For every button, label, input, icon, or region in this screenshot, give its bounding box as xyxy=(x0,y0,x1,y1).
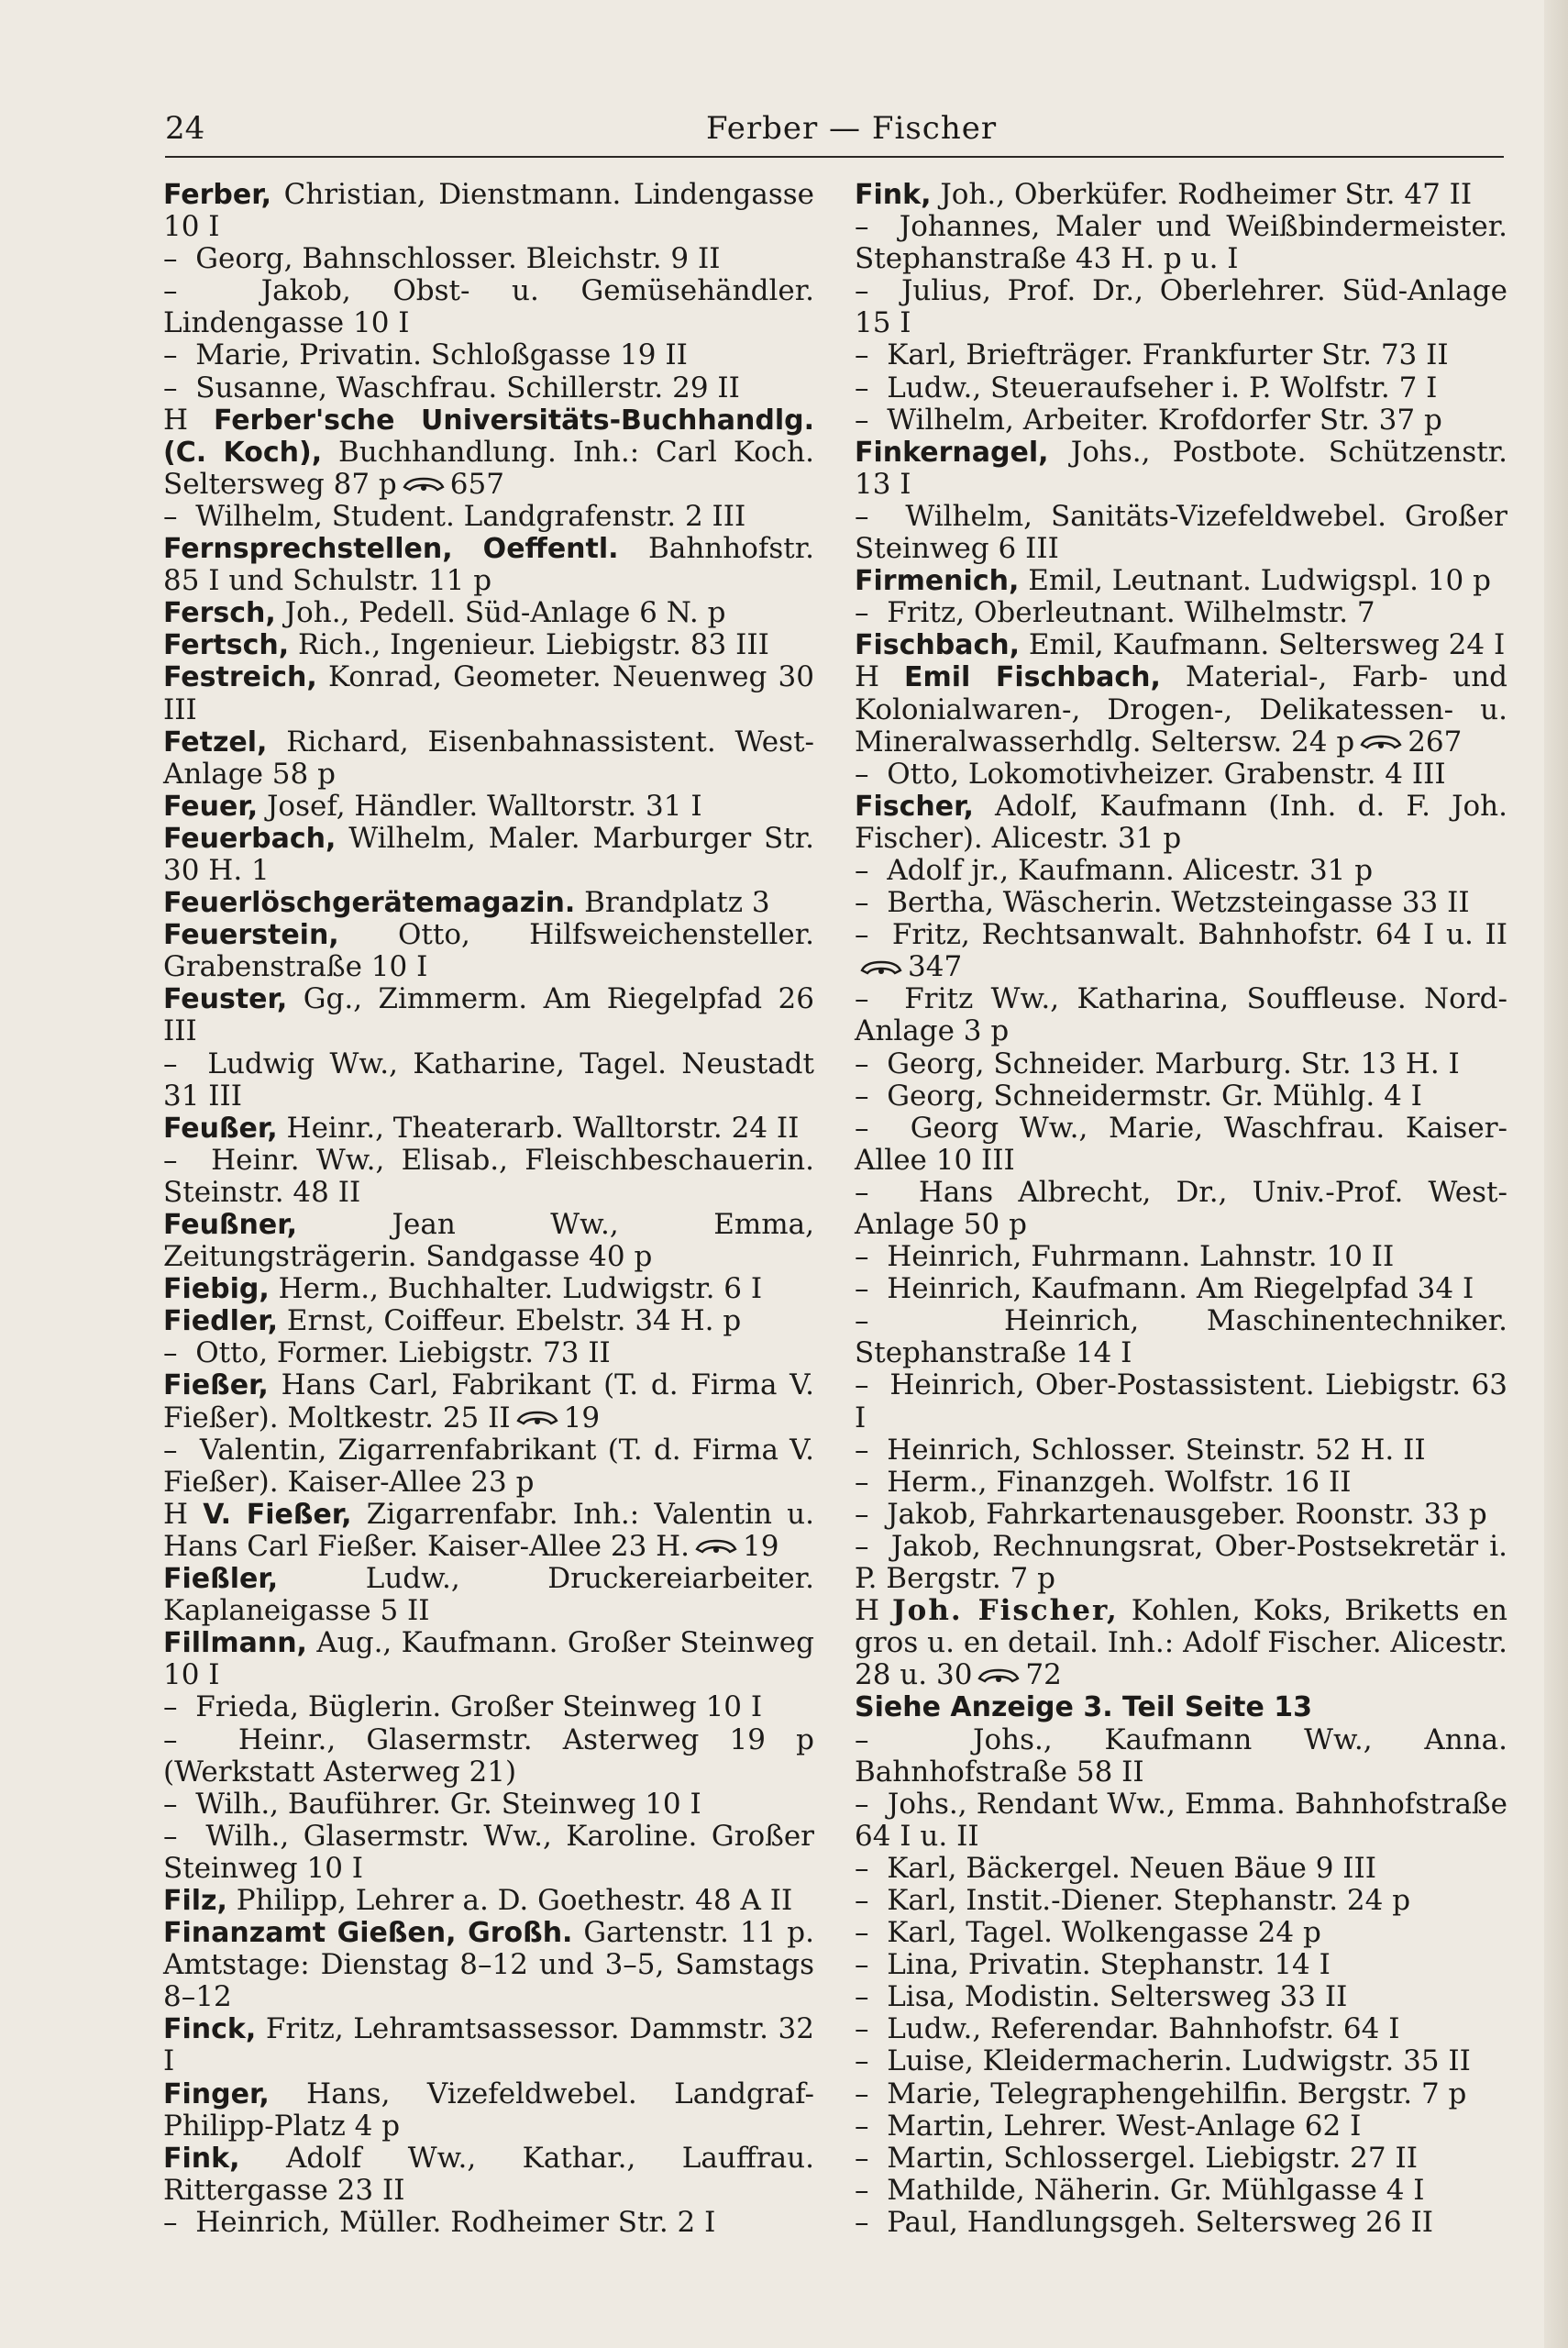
entry-details: Bertha, Wäscherin. Wetzsteingasse 33 II xyxy=(887,886,1470,920)
entry-details: Paul, Handlungsgeh. Seltersweg 26 II xyxy=(887,2205,1433,2239)
directory-entry xyxy=(163,726,814,791)
directory-entry xyxy=(855,1853,1507,1885)
directory-entry xyxy=(855,2078,1507,2110)
entry-details: Otto, Former. Liebigstr. 73 II xyxy=(195,1336,611,1370)
entry-details: Johannes, Maler und Weißbindermeister. Stephanstraße 43 H. p u. I xyxy=(855,210,1507,276)
directory-entry xyxy=(163,1627,814,1691)
telephone-icon xyxy=(516,1410,558,1428)
entry-details: Gg., Zimmerm. Am Riegelpfad 26 III xyxy=(163,982,814,1048)
ditto-dash: – xyxy=(855,1851,869,1885)
entry-name: Feuer, xyxy=(163,790,259,823)
ditto-dash: – xyxy=(855,1240,869,1274)
directory-entry xyxy=(163,1821,814,1885)
page-edge-shadow xyxy=(1544,0,1568,2348)
phone-number: 657 xyxy=(449,467,504,501)
entry-name: Festreich, xyxy=(163,661,317,694)
entry-name: Firmenich, xyxy=(855,565,1020,598)
entry-details: Heinrich, Kaufmann. Am Riegelpfad 34 I xyxy=(887,1272,1474,1306)
entry-details: Konrad, Geometer. Neuenweg 30 III xyxy=(163,660,814,726)
directory-entry xyxy=(855,1949,1507,1981)
ditto-dash: – xyxy=(163,1722,178,1756)
entry-details: Heinr., Theaterarb. Walltorstr. 24 II xyxy=(277,1111,800,1145)
ditto-dash: – xyxy=(855,1980,869,2014)
directory-entry xyxy=(855,1434,1507,1467)
directory-entry xyxy=(855,919,1507,983)
running-title: Ferber — Fischer xyxy=(706,110,998,147)
directory-entry xyxy=(855,1595,1507,1723)
directory-entry xyxy=(855,661,1507,758)
entry-details: Christian, Dienstmann. Lindengasse 10 I xyxy=(163,178,814,244)
directory-entry xyxy=(163,1369,814,1434)
entry-details: Jakob, Fahrkartenausgeber. Roonstr. 33 p xyxy=(887,1497,1487,1531)
entry-details: Johs., Kaufmann Ww., Anna. Bahnhofstraße 58 II xyxy=(855,1722,1507,1789)
entry-name: Fischbach, xyxy=(855,629,1021,662)
directory-entry xyxy=(163,661,814,725)
entry-name: V. Fießer, xyxy=(203,1498,352,1531)
ditto-dash: – xyxy=(855,1529,869,1563)
directory-entry xyxy=(163,2078,814,2143)
entry-name: Finck, xyxy=(163,2013,257,2046)
header-rule xyxy=(165,156,1504,158)
entry-details: Herm., Finanzgeh. Wolfstr. 16 II xyxy=(887,1465,1352,1499)
directory-entry xyxy=(163,1434,814,1499)
left-column xyxy=(163,179,814,2239)
ditto-dash: – xyxy=(855,853,869,887)
entry-details: Otto, Lokomotivheizer. Grabenstr. 4 III xyxy=(887,757,1446,791)
directory-entry xyxy=(855,855,1507,887)
entry-details: Herm., Buchhalter. Ludwigstr. 6 I xyxy=(269,1272,763,1306)
entry-details: Joh., Oberküfer. Rodheimer Str. 47 II xyxy=(931,178,1473,211)
directory-entry xyxy=(855,2175,1507,2207)
entry-details: Karl, Instit.-Diener. Stephanstr. 24 p xyxy=(887,1883,1411,1917)
directory-entry xyxy=(855,1080,1507,1113)
directory-entry xyxy=(855,1499,1507,1531)
entry-details: Zigarrenfabr. Inh.: Valentin u. Hans Carl Fießer. Kaiser-Allee 23 H. xyxy=(163,1497,814,1563)
ditto-dash: – xyxy=(163,1336,178,1370)
telephone-icon xyxy=(977,1667,1020,1686)
directory-entry xyxy=(855,791,1507,855)
entry-details: Ernst, Coiffeur. Ebelstr. 34 H. p xyxy=(278,1304,742,1338)
ditto-dash: – xyxy=(855,1368,869,1402)
entry-details: Heinrich, Maschinentechniker. Stephanstraße 14 I xyxy=(855,1304,1507,1370)
directory-entry xyxy=(855,1885,1507,1917)
directory-entry xyxy=(855,404,1507,437)
entry-name: Ferber, xyxy=(163,179,272,211)
ditto-dash: – xyxy=(855,2141,869,2175)
entry-name: Fertsch, xyxy=(163,629,290,662)
directory-entry xyxy=(163,372,814,404)
ditto-dash: – xyxy=(855,1465,869,1499)
entry-details: Philipp, Lehrer a. D. Goethestr. 48 A II xyxy=(226,1883,793,1917)
directory-entry xyxy=(855,1048,1507,1080)
entry-details: Georg, Schneidermstr. Gr. Mühlg. 4 I xyxy=(887,1079,1422,1113)
entry-name: Feußner, xyxy=(163,1209,298,1241)
entry-details: Richard, Eisenbahnassistent. West-Anlage 58 p xyxy=(163,725,814,791)
entry-details: Georg Ww., Marie, Waschfrau. Kaiser-Allee 10 III xyxy=(855,1111,1507,1177)
entry-details: Buchhandlung. Inh.: Carl Koch. Seltersweg 87 p xyxy=(163,435,814,501)
ditto-dash: – xyxy=(163,499,178,533)
ditto-dash: – xyxy=(855,1433,869,1467)
entry-details: Joh., Pedell. Süd-Anlage 6 N. p xyxy=(275,596,726,630)
entry-details: Wilhelm, Sanitäts-Vizefeldwebel. Großer Steinweg 6 III xyxy=(855,499,1507,566)
directory-entry xyxy=(163,823,814,887)
entry-details: Jakob, Rechnungsrat, Ober-Postsekretär i. P. Bergstr. 7 p xyxy=(855,1529,1507,1596)
ditto-dash: – xyxy=(163,1690,178,1724)
directory-entry xyxy=(855,2207,1507,2239)
ditto-dash: – xyxy=(855,403,869,437)
ditto-dash: – xyxy=(855,596,869,630)
telephone-icon xyxy=(403,476,445,494)
ditto-dash: – xyxy=(855,1722,869,1756)
ditto-dash: – xyxy=(855,1079,869,1113)
directory-entry xyxy=(163,339,814,371)
entry-name: Feuerbach, xyxy=(163,822,337,855)
entry-details: Adolf, Kaufmann (Inh. d. F. Joh. Fischer). Alicestr. 31 p xyxy=(855,789,1507,855)
directory-entry xyxy=(855,339,1507,371)
entry-details: Material-, Farb- und Kolonialwaren-, Drogen-, Delikatessen- u. Mineralwasserhdlg. Seltersw. 24 p xyxy=(855,660,1508,759)
ditto-dash: – xyxy=(855,1948,869,1982)
entry-details: Valentin, Zigarrenfabrikant (T. d. Firma V. Fießer). Kaiser-Allee 23 p xyxy=(163,1433,814,1499)
ditto-dash: – xyxy=(855,2044,869,2078)
ditto-dash: – xyxy=(855,1497,869,1531)
entry-details: Johs., Rendant Ww., Emma. Bahnhofstraße 64 I u. II xyxy=(855,1787,1507,1853)
directory-entry xyxy=(855,372,1507,404)
directory-entry xyxy=(855,179,1507,211)
entry-name: Fersch, xyxy=(163,597,276,630)
entry-details: Bahnhofstr. 85 I und Schulstr. 11 p xyxy=(163,532,814,598)
entry-details: Adolf Ww., Kathar., Lauffrau. Rittergasse 23 II xyxy=(163,2141,814,2207)
entry-name: Feuerlöschgerätemagazin. xyxy=(163,887,576,920)
entry-details: Gartenstr. 11 p. Amtstage: Dienstag 8–12 und 3–5, Samstags 8–12 xyxy=(163,1916,814,2014)
entry-name: Fink, xyxy=(855,179,932,211)
directory-entry xyxy=(855,1917,1507,1949)
directory-entry xyxy=(855,1241,1507,1273)
entry-details: Frieda, Büglerin. Großer Steinweg 10 I xyxy=(195,1690,763,1724)
directory-entry xyxy=(163,1789,814,1821)
entry-details: Fritz Ww., Katharina, Souffleuse. Nord-Anlage 3 p xyxy=(855,982,1507,1048)
entry-details: Ludw., Referendar. Bahnhofstr. 64 I xyxy=(887,2012,1400,2046)
entry-details: Hans Carl, Fabrikant (T. d. Firma V. Fießer). Moltkestr. 25 II xyxy=(163,1368,814,1434)
entry-details: Johs., Postbote. Schützenstr. 13 I xyxy=(855,435,1507,501)
entry-details: Heinrich, Schlosser. Steinstr. 52 H. II xyxy=(887,1433,1426,1467)
directory-entry xyxy=(855,887,1507,919)
ditto-dash: – xyxy=(163,338,178,372)
directory-entry xyxy=(855,1177,1507,1241)
entry-details: Susanne, Waschfrau. Schillerstr. 29 II xyxy=(195,371,740,404)
directory-entry xyxy=(855,1369,1507,1434)
ditto-dash: – xyxy=(855,2109,869,2143)
ditto-dash: – xyxy=(855,1111,869,1145)
entry-details: Fritz, Oberleutnant. Wilhelmstr. 7 xyxy=(887,596,1375,630)
business-marker: H xyxy=(855,1594,880,1628)
ditto-dash: – xyxy=(855,499,869,533)
ditto-dash: – xyxy=(163,2205,178,2239)
entry-details: Emil, Kaufmann. Seltersweg 24 I xyxy=(1020,628,1506,662)
entry-details: Lisa, Modistin. Seltersweg 33 II xyxy=(887,1980,1348,2014)
directory-entry xyxy=(855,501,1507,565)
entry-details: Ludwig Ww., Katharine, Tagel. Neustadt 31 III xyxy=(163,1047,814,1113)
entry-name: Ferber'sche Universitäts-Buchhandlg. (C. Koch), xyxy=(163,404,814,469)
entry-name: Feuster, xyxy=(163,983,288,1016)
entry-name: Finger, xyxy=(163,2077,270,2110)
entry-name: Fiedler, xyxy=(163,1305,279,1338)
ditto-dash: – xyxy=(855,918,869,952)
directory-entry xyxy=(855,1305,1507,1369)
entry-details: Brandplatz 3 xyxy=(575,886,770,920)
entry-details: Josef, Händler. Walltorstr. 31 I xyxy=(258,789,702,823)
entry-details: Wilh., Bauführer. Gr. Steinweg 10 I xyxy=(195,1787,701,1821)
directory-entry xyxy=(163,791,814,823)
ditto-dash: – xyxy=(855,1047,869,1080)
ditto-dash: – xyxy=(855,1916,869,1950)
entry-details: Aug., Kaufmann. Großer Steinweg 10 I xyxy=(163,1626,814,1692)
ditto-dash: – xyxy=(855,1175,869,1209)
directory-entry xyxy=(163,2207,814,2239)
entry-details: Hans, Vizefeldwebel. Landgraf-Philipp-Platz 4 p xyxy=(163,2077,814,2143)
directory-entry xyxy=(163,597,814,629)
directory-entry xyxy=(855,1531,1507,1595)
phone-number: 19 xyxy=(743,1529,779,1563)
telephone-icon xyxy=(1360,734,1402,752)
ditto-dash: – xyxy=(855,1787,869,1821)
entry-details: Jean Ww., Emma, Zeitungsträgerin. Sandgasse 40 p xyxy=(163,1208,814,1274)
entry-name: Feuerstein, xyxy=(163,919,339,952)
entry-name: Filz, xyxy=(163,1884,227,1917)
entry-details: Heinr. Ww., Elisab., Fleischbeschauerin. Steinstr. 48 II xyxy=(163,1143,814,1209)
business-marker: H xyxy=(855,660,880,694)
directory-entry xyxy=(855,2143,1507,2175)
directory-entry xyxy=(855,1981,1507,2013)
business-marker: H xyxy=(163,1497,189,1531)
ditto-dash: – xyxy=(855,2077,869,2110)
entry-details: Adolf jr., Kaufmann. Alicestr. 31 p xyxy=(887,853,1374,887)
ditto-dash: – xyxy=(163,1819,178,1853)
directory-entry xyxy=(163,1691,814,1723)
entry-details: Heinrich, Müller. Rodheimer Str. 2 I xyxy=(195,2205,716,2239)
ditto-dash: – xyxy=(163,242,178,276)
directory-entry xyxy=(163,983,814,1047)
telephone-icon xyxy=(695,1538,737,1556)
directory-entry xyxy=(855,1789,1507,1853)
ditto-dash: – xyxy=(855,2173,869,2207)
directory-entry xyxy=(855,1113,1507,1177)
entry-details: Kohlen, Koks, Briketts en gros u. en detail. Inh.: Adolf Fischer. Alicestr. 28 u. 30 xyxy=(855,1594,1507,1692)
directory-entry xyxy=(855,275,1507,339)
entry-name: Finanzamt Gießen, Großh. xyxy=(163,1917,573,1950)
entry-details: Luise, Kleidermacherin. Ludwigstr. 35 II xyxy=(887,2044,1471,2078)
directory-entry xyxy=(163,1273,814,1305)
entry-details: Fritz, Rechtsanwalt. Bahnhofstr. 64 I u. II xyxy=(891,918,1507,952)
entry-details: Karl, Bäckergel. Neuen Bäue 9 III xyxy=(887,1851,1377,1885)
entry-details: Heinr., Glasermstr. Asterweg 19 p (Werkstatt Asterweg 21) xyxy=(163,1722,814,1789)
directory-entry xyxy=(163,919,814,983)
directory-entry xyxy=(163,179,814,243)
directory-entry xyxy=(855,629,1507,661)
directory-entry xyxy=(163,2013,814,2077)
directory-entry xyxy=(163,533,814,597)
entry-details: Heinrich, Fuhrmann. Lahnstr. 10 II xyxy=(887,1240,1395,1274)
entry-name: Emil Fischbach, xyxy=(904,661,1161,694)
entry-details: Martin, Schlossergel. Liebigstr. 27 II xyxy=(887,2141,1418,2175)
entry-details: Mathilde, Näherin. Gr. Mühlgasse 4 I xyxy=(887,2173,1425,2207)
directory-entry xyxy=(163,887,814,919)
directory-entry xyxy=(855,211,1507,275)
entry-details: Lina, Privatin. Stephanstr. 14 I xyxy=(887,1948,1331,1982)
right-column xyxy=(855,179,1507,2239)
page-header xyxy=(165,103,1504,158)
entry-name: Fetzel, xyxy=(163,725,268,759)
entry-name: Finkernagel, xyxy=(855,436,1049,469)
directory-entry xyxy=(855,2110,1507,2143)
phone-number: 19 xyxy=(563,1401,601,1434)
ditto-dash: – xyxy=(163,1433,178,1467)
directory-entry xyxy=(163,1724,814,1789)
entry-details: Jakob, Obst- u. Gemüsehändler. Lindengasse 10 I xyxy=(163,274,814,340)
entry-details: Julius, Prof. Dr., Oberlehrer. Süd-Anlage 15 I xyxy=(855,274,1507,340)
entry-details: Hans Albrecht, Dr., Univ.-Prof. West-Anlage 50 p xyxy=(855,1175,1507,1241)
ditto-dash: – xyxy=(163,1787,178,1821)
phone-number: 267 xyxy=(1408,725,1463,759)
entry-details: Georg, Schneider. Marburg. Str. 13 H. I xyxy=(887,1047,1460,1080)
directory-entry xyxy=(163,1209,814,1273)
entry-details: Ludw., Steueraufseher i. P. Wolfstr. 7 I xyxy=(887,371,1438,404)
entry-details: Otto, Hilfsweichensteller. Grabenstraße 10 I xyxy=(163,918,814,984)
entry-details: Wilhelm, Maler. Marburger Str. 30 H. 1 xyxy=(163,821,814,887)
phone-number: 347 xyxy=(908,950,963,984)
entry-name: Fillmann, xyxy=(163,1627,307,1660)
directory-entry xyxy=(163,1917,814,2013)
entry-name: Fiebig, xyxy=(163,1273,270,1306)
ditto-dash: – xyxy=(163,1143,178,1177)
entry-name: Fernsprechstellen, Oeffentl. xyxy=(163,533,619,566)
directory-entry xyxy=(163,1113,814,1145)
entry-details: Martin, Lehrer. West-Anlage 62 I xyxy=(887,2109,1362,2143)
ditto-dash: – xyxy=(855,338,869,372)
directory-entry xyxy=(163,404,814,501)
entry-details: Karl, Briefträger. Frankfurter Str. 73 II xyxy=(887,338,1449,372)
directory-entry xyxy=(163,629,814,661)
ditto-dash: – xyxy=(163,371,178,404)
ditto-dash: – xyxy=(855,371,869,404)
directory-entry xyxy=(855,2013,1507,2045)
ditto-dash: – xyxy=(855,2012,869,2046)
entry-details: Marie, Telegraphengehilfin. Bergstr. 7 p xyxy=(887,2077,1467,2110)
directory-entry xyxy=(163,1337,814,1369)
entry-name: Fießler, xyxy=(163,1563,279,1596)
directory-entry xyxy=(855,1273,1507,1305)
entry-details: Emil, Leutnant. Ludwigspl. 10 p xyxy=(1019,564,1491,598)
ditto-dash: – xyxy=(855,1304,869,1338)
directory-entry xyxy=(163,501,814,533)
business-marker: H xyxy=(163,403,189,437)
directory-entry xyxy=(163,1048,814,1113)
entry-details: Ludw., Druckereiarbeiter. Kaplaneigasse 5 II xyxy=(163,1562,814,1628)
ditto-dash: – xyxy=(855,982,869,1016)
directory-entry xyxy=(163,1145,814,1209)
entry-details: Georg, Bahnschlosser. Bleichstr. 9 II xyxy=(195,242,721,276)
ditto-dash: – xyxy=(855,1272,869,1306)
entry-details: Fritz, Lehramtsassessor. Dammstr. 32 I xyxy=(163,2012,814,2078)
ditto-dash: – xyxy=(163,1047,178,1080)
ditto-dash: – xyxy=(163,274,178,308)
advert-reference: Siehe Anzeige 3. Teil Seite 13 xyxy=(855,1691,1312,1724)
directory-entry xyxy=(855,1467,1507,1499)
directory-entry xyxy=(163,1885,814,1917)
directory-entry xyxy=(855,983,1507,1047)
directory-entry xyxy=(855,1724,1507,1789)
ditto-dash: – xyxy=(855,757,869,791)
directory-entry xyxy=(163,275,814,339)
entry-details: Karl, Tagel. Wolkengasse 24 p xyxy=(887,1916,1321,1950)
entry-name: Feußer, xyxy=(163,1112,278,1145)
entry-details: Wilh., Glasermstr. Ww., Karoline. Großer Steinweg 10 I xyxy=(163,1819,814,1885)
entry-details: Rich., Ingenieur. Liebigstr. 83 III xyxy=(289,628,769,662)
entry-name: Joh. Fischer, xyxy=(892,1594,1119,1628)
ditto-dash: – xyxy=(855,274,869,308)
ditto-dash: – xyxy=(855,1883,869,1917)
directory-entry xyxy=(855,565,1507,597)
phone-number: 72 xyxy=(1025,1658,1062,1692)
directory-entry xyxy=(855,2045,1507,2077)
directory-entry xyxy=(163,1305,814,1337)
page-number: 24 xyxy=(165,110,205,147)
ditto-dash: – xyxy=(855,210,869,244)
entry-name: Fink, xyxy=(163,2142,240,2175)
directory-entry xyxy=(855,597,1507,629)
entry-details: Wilhelm, Arbeiter. Krofdorfer Str. 37 p xyxy=(887,403,1442,437)
ditto-dash: – xyxy=(855,886,869,920)
entry-details: Heinrich, Ober-Postassistent. Liebigstr. 63 I xyxy=(855,1368,1507,1434)
directory-entry xyxy=(855,437,1507,501)
directory-entry xyxy=(163,2143,814,2207)
entry-details: Marie, Privatin. Schloßgasse 19 II xyxy=(195,338,688,372)
entry-name: Fießer, xyxy=(163,1369,269,1402)
directory-entry xyxy=(163,1499,814,1563)
directory-entry xyxy=(855,759,1507,791)
directory-entry xyxy=(163,243,814,275)
entry-name: Fischer, xyxy=(855,790,974,823)
ditto-dash: – xyxy=(855,2205,869,2239)
telephone-icon xyxy=(860,959,902,978)
entry-details: Wilhelm, Student. Landgrafenstr. 2 III xyxy=(195,499,746,533)
directory-entry xyxy=(163,1563,814,1627)
